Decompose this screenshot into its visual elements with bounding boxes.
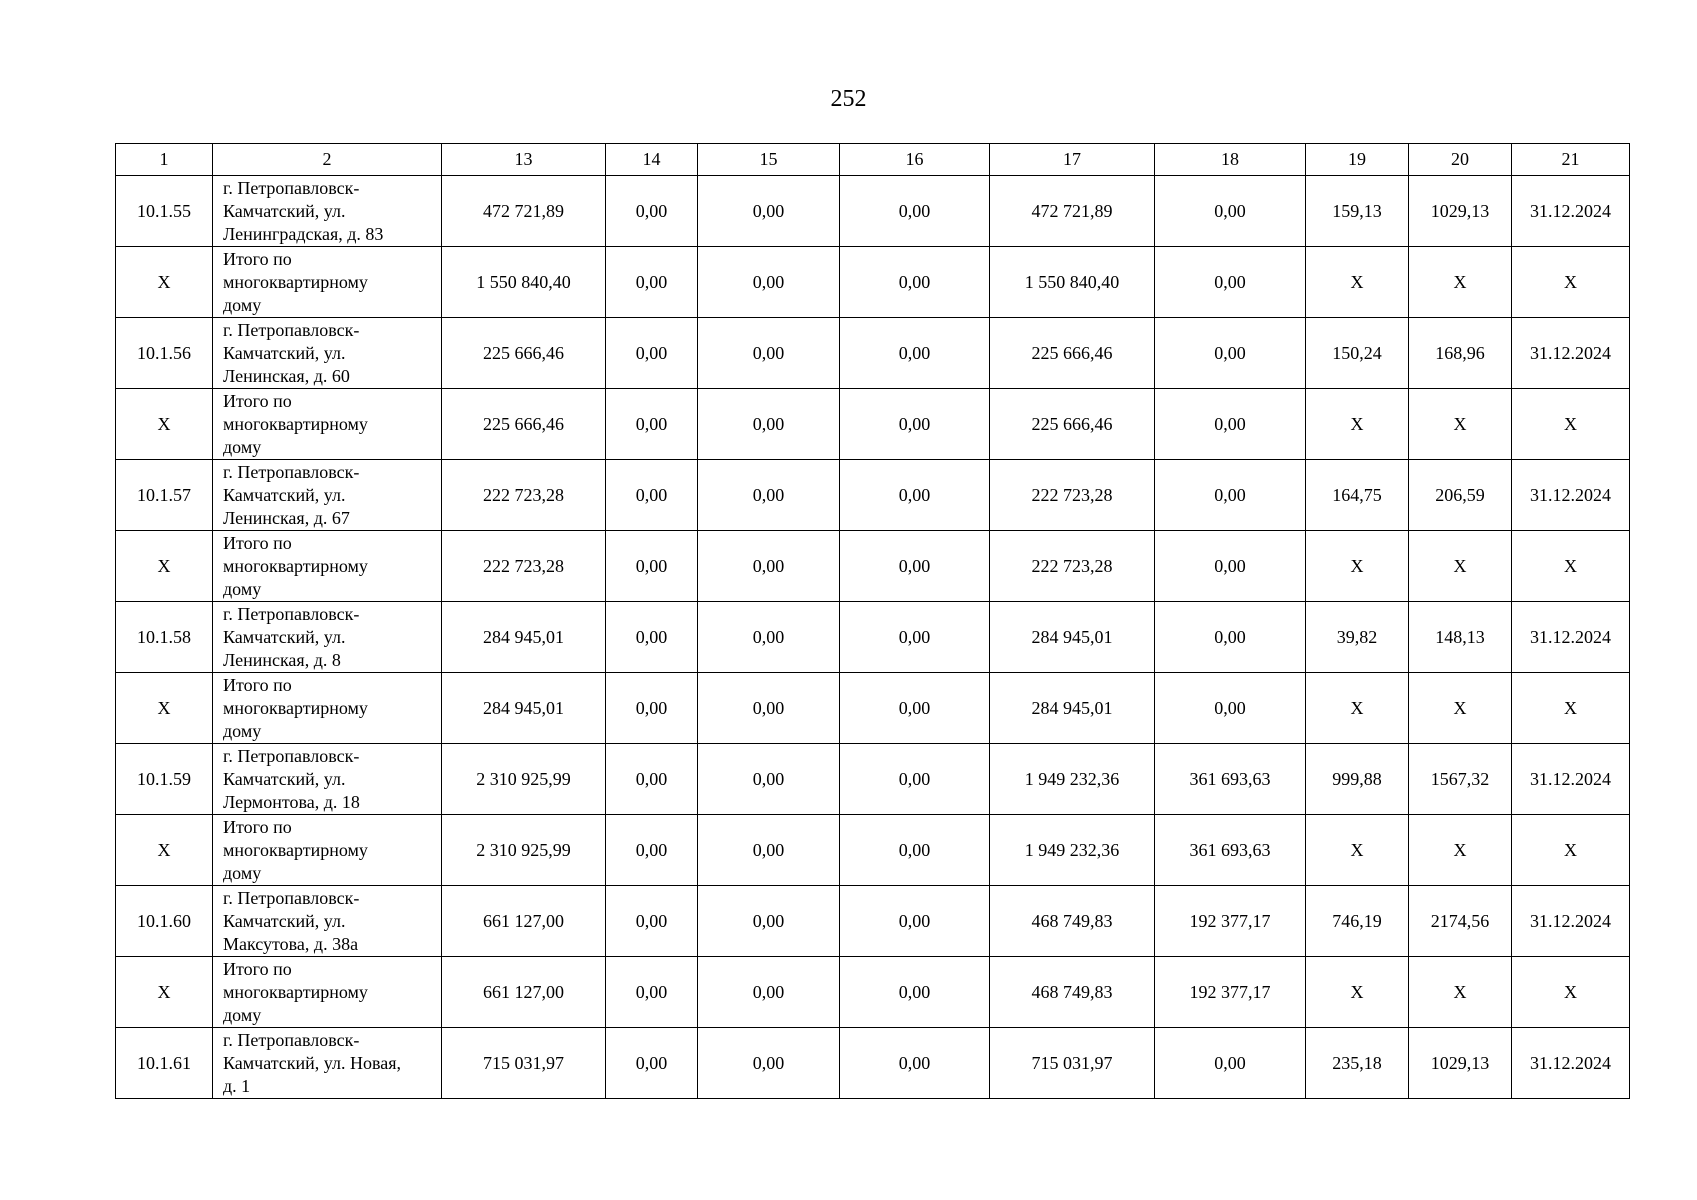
table-cell: 0,00 — [840, 957, 990, 1028]
table-cell: 715 031,97 — [990, 1028, 1155, 1099]
address-line: дому — [223, 862, 262, 883]
table-header — [116, 144, 1630, 176]
row-number-cell: 10.1.57 — [116, 460, 213, 531]
table-cell: 746,19 — [1306, 886, 1409, 957]
table-cell: 0,00 — [606, 602, 698, 673]
table-cell: 0,00 — [606, 460, 698, 531]
table-cell: 284 945,01 — [990, 673, 1155, 744]
table-cell: 0,00 — [698, 389, 840, 460]
table-cell: X — [1409, 247, 1512, 318]
table-cell: 222 723,28 — [442, 531, 606, 602]
address-line: дому — [223, 436, 262, 457]
subtotal-row — [116, 247, 1630, 318]
address-line: Камчатский, ул. — [223, 626, 346, 647]
column-header: 16 — [840, 144, 990, 176]
table-cell: 148,13 — [1409, 602, 1512, 673]
column-header: 1 — [116, 144, 213, 176]
address-line: Итого по — [223, 816, 292, 837]
table-cell: 0,00 — [840, 744, 990, 815]
address-line: дому — [223, 1004, 262, 1025]
row-number-cell: X — [116, 531, 213, 602]
address-cell — [213, 744, 442, 815]
table-cell: 206,59 — [1409, 460, 1512, 531]
table-cell: 284 945,01 — [442, 673, 606, 744]
column-header: 20 — [1409, 144, 1512, 176]
table-cell: 0,00 — [698, 602, 840, 673]
table-cell: 1 550 840,40 — [442, 247, 606, 318]
table-cell: 0,00 — [606, 247, 698, 318]
table-cell: X — [1512, 531, 1630, 602]
table-cell: X — [1409, 673, 1512, 744]
table-cell: 31.12.2024 — [1512, 602, 1630, 673]
table-cell: 1567,32 — [1409, 744, 1512, 815]
table-cell: 0,00 — [606, 673, 698, 744]
column-header: 17 — [990, 144, 1155, 176]
table-cell: 0,00 — [698, 815, 840, 886]
subtotal-row — [116, 815, 1630, 886]
table-cell: 222 723,28 — [990, 460, 1155, 531]
address-line: Камчатский, ул. — [223, 768, 346, 789]
address-line: Ленинская, д. 8 — [223, 649, 341, 670]
table-cell: 0,00 — [698, 957, 840, 1028]
table-cell: 0,00 — [1155, 1028, 1306, 1099]
table-cell: 1 949 232,36 — [990, 744, 1155, 815]
row-number-cell: X — [116, 247, 213, 318]
address-line: многоквартирному — [223, 697, 368, 718]
table-cell: 0,00 — [698, 886, 840, 957]
table-cell: 0,00 — [606, 176, 698, 247]
column-header: 15 — [698, 144, 840, 176]
address-line: Ленинская, д. 60 — [223, 365, 350, 386]
table-cell: 999,88 — [1306, 744, 1409, 815]
table-cell: 472 721,89 — [442, 176, 606, 247]
table-cell: 39,82 — [1306, 602, 1409, 673]
table-cell: 0,00 — [606, 531, 698, 602]
data-table — [115, 143, 1630, 1099]
table-cell: 0,00 — [698, 460, 840, 531]
table-cell: 0,00 — [840, 460, 990, 531]
address-line: многоквартирному — [223, 839, 368, 860]
address-line: Итого по — [223, 532, 292, 553]
table-cell: 0,00 — [698, 247, 840, 318]
address-line: Камчатский, ул. — [223, 484, 346, 505]
address-line: Итого по — [223, 248, 292, 269]
table-cell: 0,00 — [1155, 673, 1306, 744]
table-cell: 150,24 — [1306, 318, 1409, 389]
table-cell: 472 721,89 — [990, 176, 1155, 247]
table-cell: 0,00 — [840, 389, 990, 460]
address-cell — [213, 673, 442, 744]
row-number-cell: X — [116, 389, 213, 460]
address-cell — [213, 602, 442, 673]
address-line: многоквартирному — [223, 413, 368, 434]
column-header: 19 — [1306, 144, 1409, 176]
address-cell — [213, 247, 442, 318]
table-cell: 1 550 840,40 — [990, 247, 1155, 318]
table-cell: 0,00 — [840, 886, 990, 957]
table-cell: 31.12.2024 — [1512, 1028, 1630, 1099]
address-line: г. Петропавловск- — [223, 745, 360, 766]
table-cell: 168,96 — [1409, 318, 1512, 389]
address-line: Итого по — [223, 390, 292, 411]
address-line: Камчатский, ул. Новая, — [223, 1052, 402, 1073]
table-row — [116, 176, 1630, 247]
address-line: многоквартирному — [223, 981, 368, 1002]
address-line: Ленинская, д. 67 — [223, 507, 350, 528]
address-line: дому — [223, 720, 262, 741]
row-number-cell: X — [116, 673, 213, 744]
table-cell: 0,00 — [698, 176, 840, 247]
address-cell — [213, 886, 442, 957]
address-line: многоквартирному — [223, 555, 368, 576]
row-number-cell: 10.1.60 — [116, 886, 213, 957]
table-cell: 31.12.2024 — [1512, 318, 1630, 389]
table-cell: 284 945,01 — [990, 602, 1155, 673]
table-cell: 222 723,28 — [442, 460, 606, 531]
table-cell: 0,00 — [1155, 247, 1306, 318]
table-cell: 0,00 — [606, 318, 698, 389]
column-header: 21 — [1512, 144, 1630, 176]
table-cell: X — [1512, 247, 1630, 318]
table-row — [116, 744, 1630, 815]
table-cell: 0,00 — [606, 815, 698, 886]
table-cell: 0,00 — [840, 815, 990, 886]
table-cell: 0,00 — [840, 531, 990, 602]
table-cell: 661 127,00 — [442, 957, 606, 1028]
table-cell: 468 749,83 — [990, 957, 1155, 1028]
row-number-cell: 10.1.56 — [116, 318, 213, 389]
subtotal-row — [116, 389, 1630, 460]
table-row — [116, 1028, 1630, 1099]
table-cell: 164,75 — [1306, 460, 1409, 531]
table-cell: X — [1306, 531, 1409, 602]
row-number-cell: 10.1.58 — [116, 602, 213, 673]
table-cell: X — [1306, 389, 1409, 460]
table-row — [116, 318, 1630, 389]
column-header: 18 — [1155, 144, 1306, 176]
table-cell: 2 310 925,99 — [442, 815, 606, 886]
address-line: г. Петропавловск- — [223, 1029, 360, 1050]
table-cell: 1029,13 — [1409, 1028, 1512, 1099]
table-cell: 468 749,83 — [990, 886, 1155, 957]
table-cell: 0,00 — [840, 176, 990, 247]
column-header: 13 — [442, 144, 606, 176]
table-cell: 0,00 — [698, 744, 840, 815]
table-cell: 192 377,17 — [1155, 886, 1306, 957]
table-cell: 2 310 925,99 — [442, 744, 606, 815]
table-row — [116, 460, 1630, 531]
table-cell: 2174,56 — [1409, 886, 1512, 957]
table-cell: 192 377,17 — [1155, 957, 1306, 1028]
subtotal-row — [116, 957, 1630, 1028]
address-cell — [213, 531, 442, 602]
table-cell: 0,00 — [606, 1028, 698, 1099]
row-number-cell: X — [116, 957, 213, 1028]
address-line: Итого по — [223, 674, 292, 695]
table-cell: X — [1306, 815, 1409, 886]
table-cell: X — [1306, 673, 1409, 744]
table-cell: 0,00 — [1155, 602, 1306, 673]
table-cell: 715 031,97 — [442, 1028, 606, 1099]
subtotal-row — [116, 531, 1630, 602]
address-line: Максутова, д. 38а — [223, 933, 359, 954]
table-cell: 0,00 — [840, 247, 990, 318]
address-line: г. Петропавловск- — [223, 177, 360, 198]
table-cell: 0,00 — [606, 886, 698, 957]
row-number-cell: 10.1.61 — [116, 1028, 213, 1099]
table-cell: 159,13 — [1306, 176, 1409, 247]
table-cell: X — [1306, 247, 1409, 318]
table-cell: 0,00 — [698, 673, 840, 744]
table-cell: 1029,13 — [1409, 176, 1512, 247]
address-line: д. 1 — [223, 1075, 251, 1096]
address-cell — [213, 176, 442, 247]
table-cell: 0,00 — [606, 744, 698, 815]
row-number-cell: 10.1.59 — [116, 744, 213, 815]
column-header: 2 — [213, 144, 442, 176]
table-cell: 0,00 — [698, 531, 840, 602]
table-cell: X — [1409, 531, 1512, 602]
address-cell — [213, 1028, 442, 1099]
table-cell: X — [1409, 389, 1512, 460]
address-line: Камчатский, ул. — [223, 910, 346, 931]
address-line: г. Петропавловск- — [223, 887, 360, 908]
table-cell: 0,00 — [840, 602, 990, 673]
table-cell: X — [1306, 957, 1409, 1028]
address-line: г. Петропавловск- — [223, 319, 360, 340]
table-cell: 31.12.2024 — [1512, 176, 1630, 247]
address-line: Ленинградская, д. 83 — [223, 223, 384, 244]
address-line: дому — [223, 294, 262, 315]
table-body — [116, 176, 1630, 1099]
page-number: 252 — [830, 86, 867, 112]
table-cell: 225 666,46 — [442, 318, 606, 389]
table-cell: X — [1512, 957, 1630, 1028]
table-cell: X — [1512, 815, 1630, 886]
address-line: г. Петропавловск- — [223, 603, 360, 624]
table-cell: 0,00 — [698, 1028, 840, 1099]
row-number-cell: 10.1.55 — [116, 176, 213, 247]
row-number-cell: X — [116, 815, 213, 886]
address-line: Лермонтова, д. 18 — [223, 791, 360, 812]
table-cell: 235,18 — [1306, 1028, 1409, 1099]
table-cell: 0,00 — [698, 318, 840, 389]
table-cell: X — [1409, 957, 1512, 1028]
table-cell: 0,00 — [1155, 318, 1306, 389]
table-cell: 1 949 232,36 — [990, 815, 1155, 886]
table-row — [116, 886, 1630, 957]
address-cell — [213, 318, 442, 389]
table-cell: 284 945,01 — [442, 602, 606, 673]
table-cell: 31.12.2024 — [1512, 460, 1630, 531]
address-line: многоквартирному — [223, 271, 368, 292]
table-cell: X — [1409, 815, 1512, 886]
table-cell: 0,00 — [1155, 531, 1306, 602]
table-cell: 31.12.2024 — [1512, 886, 1630, 957]
address-line: дому — [223, 578, 262, 599]
table-cell: X — [1512, 673, 1630, 744]
table-cell: X — [1512, 389, 1630, 460]
table-cell: 0,00 — [840, 1028, 990, 1099]
column-header: 14 — [606, 144, 698, 176]
table-cell: 0,00 — [1155, 460, 1306, 531]
address-line: Камчатский, ул. — [223, 342, 346, 363]
address-cell — [213, 389, 442, 460]
table-cell: 225 666,46 — [990, 389, 1155, 460]
table-cell: 661 127,00 — [442, 886, 606, 957]
header-row — [116, 144, 1630, 176]
table-cell: 0,00 — [840, 673, 990, 744]
table-cell: 225 666,46 — [442, 389, 606, 460]
table-cell: 0,00 — [1155, 389, 1306, 460]
address-cell — [213, 460, 442, 531]
table-cell: 222 723,28 — [990, 531, 1155, 602]
table-cell: 361 693,63 — [1155, 815, 1306, 886]
subtotal-row — [116, 673, 1630, 744]
table-cell: 225 666,46 — [990, 318, 1155, 389]
table-cell: 361 693,63 — [1155, 744, 1306, 815]
address-cell — [213, 815, 442, 886]
address-line: г. Петропавловск- — [223, 461, 360, 482]
table-cell: 0,00 — [606, 389, 698, 460]
address-cell — [213, 957, 442, 1028]
table-cell: 0,00 — [1155, 176, 1306, 247]
table-row — [116, 602, 1630, 673]
address-line: Камчатский, ул. — [223, 200, 346, 221]
address-line: Итого по — [223, 958, 292, 979]
table-cell: 0,00 — [606, 957, 698, 1028]
table-cell: 0,00 — [840, 318, 990, 389]
table-cell: 31.12.2024 — [1512, 744, 1630, 815]
